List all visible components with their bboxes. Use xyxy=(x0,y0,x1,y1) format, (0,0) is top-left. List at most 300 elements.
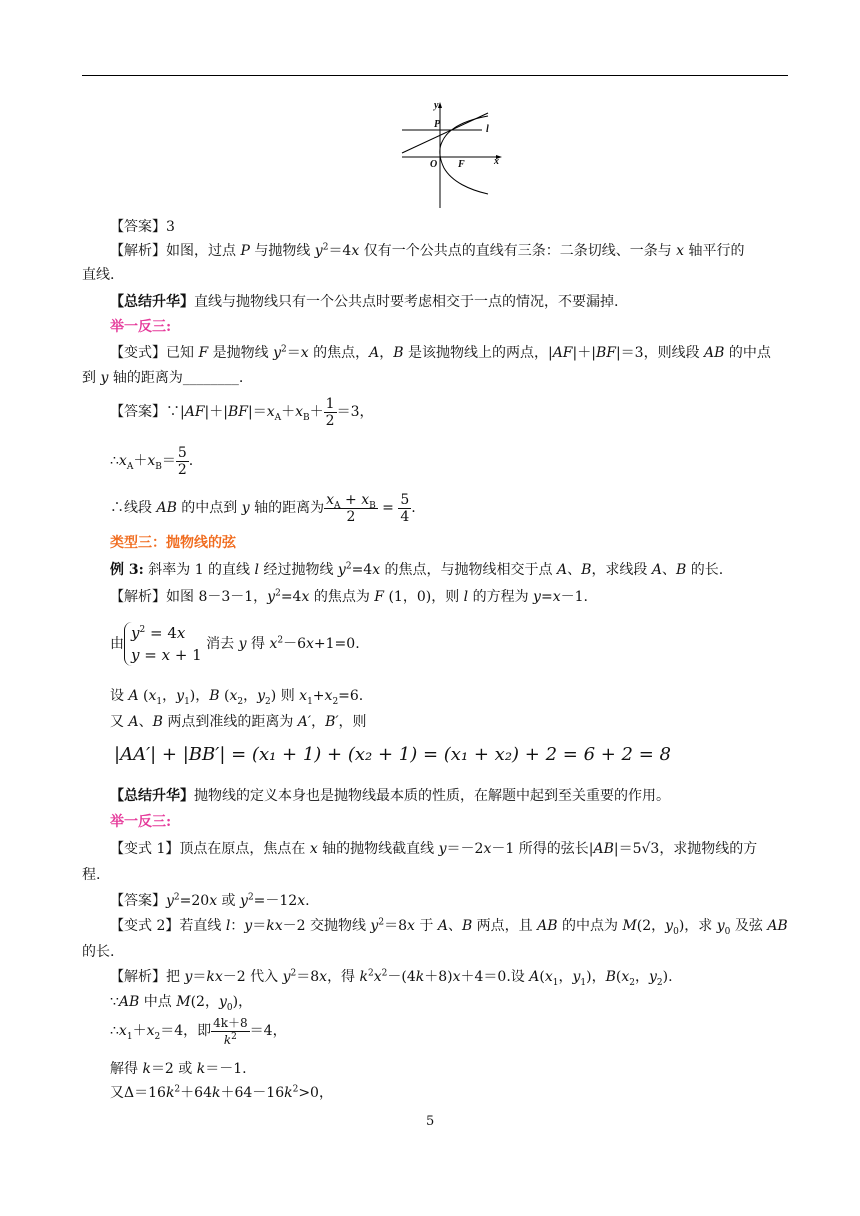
s: 2 xyxy=(345,561,352,572)
analysis-tag: 【解析】 xyxy=(110,589,166,605)
s: 2 xyxy=(139,625,146,635)
s: 2 xyxy=(281,344,287,355)
t: ＋8) xyxy=(424,969,453,985)
t: ＝－1. xyxy=(205,1061,247,1077)
s: 2 xyxy=(265,696,271,707)
v: M xyxy=(176,994,191,1010)
s: 1 xyxy=(126,1031,133,1042)
v: AB xyxy=(118,994,140,1010)
v: x xyxy=(209,893,218,909)
variant-1-line2: 程. xyxy=(82,867,101,883)
v: AB xyxy=(704,345,725,361)
t: 、 xyxy=(447,918,462,934)
t: －1 所得的弦长| xyxy=(491,841,594,857)
header-rule xyxy=(82,75,788,76)
t: ＝3， xyxy=(336,404,374,420)
den: 2 xyxy=(346,508,356,525)
t: ＋ xyxy=(133,453,148,469)
v: k xyxy=(415,969,425,985)
v: AB xyxy=(767,918,788,934)
v: x xyxy=(301,589,310,605)
t: 得 xyxy=(246,636,270,652)
v: y xyxy=(665,918,674,934)
answer-tag: 【答案】 xyxy=(110,893,166,909)
t: ＝ xyxy=(192,969,207,985)
equation-system xyxy=(110,620,360,668)
s: A xyxy=(334,500,341,511)
s: B xyxy=(303,412,310,423)
den: 2 xyxy=(325,412,335,429)
fraction xyxy=(211,1015,250,1048)
label-P: P xyxy=(434,119,441,130)
den xyxy=(211,1032,250,1048)
variant-line1 xyxy=(110,344,771,362)
v: x xyxy=(266,404,275,420)
t: =20 xyxy=(179,893,210,909)
v: B xyxy=(209,688,220,704)
variant-2-line2: 的长. xyxy=(82,944,115,960)
v: y xyxy=(176,688,185,704)
t: 的焦点， xyxy=(308,345,370,361)
v: y xyxy=(282,969,291,985)
v: y xyxy=(131,624,140,642)
v: B xyxy=(393,345,404,361)
t: ) 则 xyxy=(270,688,300,704)
label-x: x xyxy=(494,156,499,167)
analysis-tag: 【解析】 xyxy=(110,969,166,985)
t: ＝ xyxy=(252,918,267,934)
text: 仅有一个公共点的直线有三条：二条切线、一条与 xyxy=(359,243,677,259)
v: A xyxy=(128,688,139,704)
t: >0， xyxy=(298,1085,333,1101)
label-O: O xyxy=(430,159,438,170)
t: . xyxy=(305,893,310,909)
t: 、 xyxy=(567,562,582,578)
t: (1，0)，则 xyxy=(384,589,464,605)
t: ，得 xyxy=(327,969,360,985)
t: ， xyxy=(635,969,649,985)
v: y xyxy=(438,841,447,857)
step-2 xyxy=(110,1013,287,1049)
t: 中点 xyxy=(139,994,177,1010)
s: 2 xyxy=(332,696,339,707)
t: 是抛物线 xyxy=(208,345,274,361)
v: y xyxy=(184,969,193,985)
v: x xyxy=(452,969,461,985)
t: 由 xyxy=(110,636,124,652)
s: 2 xyxy=(237,696,244,707)
v: AB xyxy=(156,500,177,516)
t: 、 xyxy=(662,562,677,578)
v: y xyxy=(218,994,227,1010)
t: ， xyxy=(379,345,394,361)
t: ＋ xyxy=(281,404,296,420)
v: x xyxy=(118,1023,127,1039)
summary-text: 直线与抛物线只有一个公共点时要考虑相交于一点的情况，不要漏掉. xyxy=(194,294,619,310)
t: 的焦点，与抛物线相交于点 xyxy=(380,562,558,578)
t: + xyxy=(312,688,325,704)
variant-line2 xyxy=(82,369,243,387)
summary-3 xyxy=(110,787,670,805)
v: M xyxy=(622,918,637,934)
t: ， xyxy=(558,969,573,985)
parabola-figure xyxy=(396,98,508,210)
s: 1 xyxy=(156,696,163,707)
s: 2 xyxy=(174,1084,181,1095)
s: B xyxy=(155,461,162,472)
v: x xyxy=(297,893,306,909)
also-line xyxy=(110,713,367,731)
t: －2 交抛物线 xyxy=(282,918,371,934)
s: 0 xyxy=(673,926,679,937)
label-F: F xyxy=(458,159,465,170)
v: B′ xyxy=(325,714,339,730)
v: kx xyxy=(206,969,223,985)
t: ， xyxy=(162,688,177,704)
v: k xyxy=(165,1085,175,1101)
answer-2-line3 xyxy=(110,491,416,525)
var: x xyxy=(351,243,360,259)
summary-1 xyxy=(110,293,618,311)
v: y xyxy=(370,918,379,934)
answer-value: 3 xyxy=(166,219,175,235)
fraction xyxy=(324,492,378,525)
step-3 xyxy=(110,1060,247,1078)
row xyxy=(131,644,202,666)
v: A xyxy=(128,714,139,730)
s: 0 xyxy=(226,1002,233,1013)
section-heading-type3: 类型三：抛物线的弦 xyxy=(110,535,236,551)
answer-2-line1 xyxy=(110,395,374,429)
v: y xyxy=(273,345,281,361)
var: x xyxy=(676,243,685,259)
answer-1 xyxy=(110,218,175,236)
t: ∵| xyxy=(166,404,185,420)
t: (2， xyxy=(190,994,219,1010)
t: 两点，且 xyxy=(472,918,538,934)
analysis-tag: 【解析】 xyxy=(110,243,166,259)
t: ， xyxy=(243,688,258,704)
v: kx xyxy=(266,918,283,934)
step-1 xyxy=(110,993,252,1011)
fraction xyxy=(324,396,337,429)
s: 2 xyxy=(656,977,663,988)
t: 若直线 xyxy=(179,918,226,934)
t: ，则 xyxy=(338,714,367,730)
t: ＝8 xyxy=(296,969,320,985)
answer-tag: 【答案】 xyxy=(110,404,166,420)
t: |＝ xyxy=(248,404,267,420)
v: x xyxy=(300,345,309,361)
v: k xyxy=(196,1061,206,1077)
t: ∵ xyxy=(110,994,119,1010)
y-arrow xyxy=(438,102,442,108)
analysis-1-line1 xyxy=(110,242,745,260)
t: (2， xyxy=(636,918,666,934)
v: y xyxy=(257,688,266,704)
t: + 1 xyxy=(170,646,202,664)
v: y xyxy=(238,636,247,652)
t: ＝4， xyxy=(249,1023,287,1039)
t: 斜率为 1 的直线 xyxy=(143,562,255,578)
t: 设 xyxy=(110,688,129,704)
v: x xyxy=(544,969,553,985)
page-number: 5 xyxy=(426,1114,435,1129)
t: ＋4＝0.设 xyxy=(460,969,530,985)
t: = xyxy=(139,646,162,664)
t: ，求线段 xyxy=(591,562,652,578)
t: 如图 8－3－1， xyxy=(166,589,268,605)
t: ＋64 xyxy=(180,1085,212,1101)
t: +1=0. xyxy=(313,636,360,652)
v: x xyxy=(324,688,333,704)
v: x xyxy=(118,453,127,469)
v: AB xyxy=(593,841,614,857)
v: B xyxy=(152,714,163,730)
parabola-curve xyxy=(440,116,488,194)
t: －1. xyxy=(560,589,588,605)
v: x xyxy=(407,918,415,934)
v: x xyxy=(326,491,335,508)
t: 又 xyxy=(110,714,129,730)
t: 消去 xyxy=(201,636,239,652)
var: P xyxy=(240,243,250,259)
t: －(4 xyxy=(387,969,416,985)
v: x xyxy=(361,491,370,508)
summary-tag: 【总结升华】 xyxy=(110,294,194,310)
t: = xyxy=(540,589,553,605)
s: 2 xyxy=(173,892,180,903)
s: 1 xyxy=(307,696,313,707)
t: ). xyxy=(662,969,673,985)
t: 的焦点为 xyxy=(309,589,375,605)
v: x xyxy=(621,969,630,985)
t: 两点到准线的距离为 xyxy=(162,714,298,730)
text: 如图，过点 xyxy=(166,243,241,259)
t: ＝ xyxy=(286,345,301,361)
t: 又Δ＝16 xyxy=(110,1085,166,1101)
distance-equation: |AA′| + |BB′| = (x₁ + 1) + (x₂ + 1) = (x₁ + x₂) + 2 = 6 + 2 = 8 xyxy=(114,744,671,765)
v: y xyxy=(649,969,657,985)
v: l xyxy=(463,589,469,605)
t: 经过抛物线 xyxy=(259,562,338,578)
sqrt: √3 xyxy=(641,841,660,857)
analysis-3 xyxy=(110,588,588,606)
v: y xyxy=(533,589,541,605)
v: x xyxy=(148,688,157,704)
t: 轴的距离为 xyxy=(249,500,325,516)
t: 把 xyxy=(166,969,185,985)
v: A xyxy=(557,562,568,578)
t: 及弦 xyxy=(730,918,768,934)
variant-1-line1 xyxy=(110,840,757,858)
v: y xyxy=(267,589,276,605)
num xyxy=(324,492,378,509)
t: ， xyxy=(311,714,326,730)
answer-tag: 【答案】 xyxy=(110,219,166,235)
v: F xyxy=(374,589,384,605)
t: －2 代入 xyxy=(222,969,283,985)
v: k xyxy=(142,1061,151,1077)
t: 顶点在原点，焦点在 xyxy=(179,841,310,857)
example-3 xyxy=(110,561,723,579)
t: )， xyxy=(189,688,210,704)
s: 1 xyxy=(552,977,559,988)
t: ∴ xyxy=(110,1023,119,1039)
fraction xyxy=(398,492,411,525)
variant-tag: 【变式 2】 xyxy=(110,918,180,934)
t: 是该抛物线上的两点，| xyxy=(403,345,553,361)
t: 的中点为 xyxy=(557,918,623,934)
v: x xyxy=(229,688,238,704)
v: AB xyxy=(537,918,558,934)
t: 或 xyxy=(217,893,241,909)
t: ＝8 xyxy=(384,918,407,934)
variant-tag: 【变式】 xyxy=(110,345,166,361)
v: B xyxy=(581,562,592,578)
v: BF xyxy=(227,404,248,420)
s: B xyxy=(369,500,376,511)
analysis-variant-2 xyxy=(110,968,673,986)
analysis-1-line2: 直线. xyxy=(82,267,115,283)
s: A xyxy=(126,461,134,472)
variant-tag: 【变式 1】 xyxy=(110,841,180,857)
t: |＝3，则线段 xyxy=(615,345,705,361)
t: －6 xyxy=(283,636,307,652)
t: 的中点 xyxy=(724,345,771,361)
summary-text: 抛物线的定义本身也是抛物线最本质的性质，在解题中起到至关重要的作用。 xyxy=(194,788,670,804)
v: x xyxy=(295,404,304,420)
t: )， xyxy=(232,994,253,1010)
v: A xyxy=(651,562,663,578)
system-brace xyxy=(124,622,202,666)
set-line xyxy=(110,687,363,705)
label-y: y xyxy=(434,100,439,111)
t: . xyxy=(188,453,194,469)
v: k xyxy=(284,1085,293,1101)
parabola-graph xyxy=(396,98,508,210)
t: . xyxy=(411,500,416,516)
num: 5 xyxy=(400,491,410,508)
t: ( xyxy=(138,688,149,704)
text: ＝4 xyxy=(328,243,352,259)
text: 轴平行的 xyxy=(684,243,745,259)
t: = 4 xyxy=(145,624,177,642)
s: 2 xyxy=(277,635,284,646)
t: )，求 xyxy=(678,918,717,934)
s: 0 xyxy=(724,926,731,937)
t: =4 xyxy=(280,589,302,605)
t: ( xyxy=(615,969,622,985)
v: x xyxy=(299,688,308,704)
row xyxy=(131,622,202,644)
s: 2 xyxy=(368,968,374,979)
example-tag: 例 3: xyxy=(110,562,144,578)
t: ＋ xyxy=(132,1023,147,1039)
jyfs-heading-2: 举一反三: xyxy=(110,814,172,830)
v: x xyxy=(483,841,492,857)
v: A xyxy=(529,969,540,985)
s: 2 xyxy=(292,1084,299,1095)
v: x xyxy=(309,841,318,857)
num: 4k＋8 xyxy=(213,1015,248,1030)
jyfs-heading-1: 举一反三: xyxy=(110,319,172,335)
t: |＋| xyxy=(204,404,228,420)
v: k xyxy=(211,1085,221,1101)
var: y xyxy=(314,243,323,259)
t: ，求抛物线的方 xyxy=(659,841,758,857)
v: k xyxy=(359,969,368,985)
fraction xyxy=(176,445,189,478)
v: y xyxy=(241,500,250,516)
t: 的中点到 xyxy=(176,500,242,516)
s: 2 xyxy=(231,1031,237,1042)
t: 的方程为 xyxy=(468,589,534,605)
v: x xyxy=(269,636,278,652)
answer-variant-1 xyxy=(110,892,310,910)
v: B xyxy=(605,969,616,985)
v: x xyxy=(373,969,382,985)
v: BF xyxy=(595,345,616,361)
s: A xyxy=(274,412,282,423)
v: k xyxy=(223,1032,232,1047)
t: + xyxy=(340,491,362,508)
t: 于 xyxy=(414,918,438,934)
t: ＝－2 xyxy=(446,841,484,857)
v: y xyxy=(244,918,253,934)
t: ＋64－16 xyxy=(220,1085,285,1101)
v: y xyxy=(131,646,140,664)
v: A′ xyxy=(297,714,312,730)
t: ＝ xyxy=(161,453,176,469)
v: y xyxy=(337,562,346,578)
v: y xyxy=(572,969,581,985)
t: ＝2 或 xyxy=(150,1061,197,1077)
v: l xyxy=(254,562,259,578)
t: 的长. xyxy=(686,562,724,578)
v: x xyxy=(147,453,156,469)
t: =4 xyxy=(351,562,373,578)
v: y xyxy=(166,893,174,909)
s: 2 xyxy=(381,968,388,979)
s: 2 xyxy=(378,917,385,928)
s: 2 xyxy=(154,1031,161,1042)
v: x xyxy=(161,646,171,664)
t: ∴ xyxy=(110,453,119,469)
t: |＋| xyxy=(572,345,596,361)
v: y xyxy=(240,893,248,909)
t: ( xyxy=(219,688,230,704)
s: 2 xyxy=(275,588,281,599)
summary-tag: 【总结升华】 xyxy=(110,788,194,804)
t: ＝4，即 xyxy=(160,1023,212,1039)
label-l: l xyxy=(486,124,489,135)
t: ∴线段 xyxy=(110,500,157,516)
v: F xyxy=(198,345,209,361)
t: 到 xyxy=(82,370,101,386)
v: B xyxy=(461,918,473,934)
t: 解得 xyxy=(110,1061,143,1077)
sup: 2 xyxy=(322,242,329,253)
t: ( xyxy=(539,969,545,985)
s: 2 xyxy=(629,977,635,988)
num: 5 xyxy=(177,444,187,461)
v: AF xyxy=(184,404,205,420)
t: |＝5 xyxy=(613,841,642,857)
t: = xyxy=(377,500,399,516)
v: x xyxy=(372,562,381,578)
t: 已知 xyxy=(166,345,199,361)
